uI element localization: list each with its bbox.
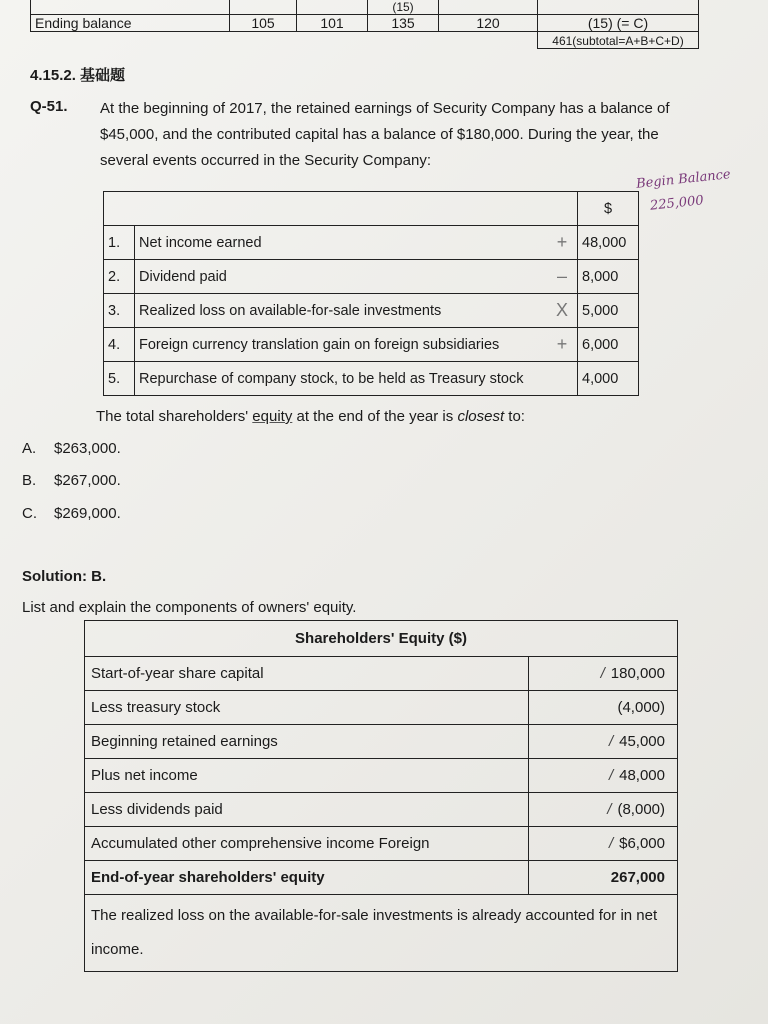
row-amount: 48,000: [578, 226, 639, 260]
currency-header: $: [578, 192, 639, 226]
row-number: 5.: [104, 362, 135, 396]
equity-label: Start-of-year share capital: [85, 657, 529, 691]
top-cell: [439, 0, 538, 15]
check-tick-mark: /: [608, 733, 614, 750]
equity-label: Less dividends paid: [85, 793, 529, 827]
check-tick-mark: /: [608, 835, 614, 852]
events-header-blank: [104, 192, 578, 226]
question-text-part: to:: [504, 408, 525, 425]
table-row: [85, 657, 678, 691]
option-text: $263,000.: [54, 440, 121, 457]
table-row-total: [85, 861, 678, 895]
equity-value-cell: [529, 657, 678, 691]
row-number: 3.: [104, 294, 135, 328]
handwritten-note-1: Begin Balance: [635, 167, 732, 192]
equity-value: $6,000: [619, 835, 665, 852]
question-number: Q-51.: [30, 98, 68, 115]
row-description: Net income earned: [135, 226, 548, 260]
row-description: Dividend paid: [135, 260, 548, 294]
top-cell: 135: [368, 15, 439, 32]
question-text-part: The total shareholders': [96, 408, 253, 425]
row-amount: 5,000: [578, 294, 639, 328]
list-intro: List and explain the components of owners' equity.: [22, 599, 357, 616]
total-equity-question: [96, 408, 525, 425]
subtotal-cell: 461(subtotal=A+B+C+D): [538, 32, 699, 49]
equity-table-header: Shareholders' Equity ($): [85, 621, 678, 657]
question-text-part: at the end of the year is: [292, 408, 458, 425]
row-amount: 8,000: [578, 260, 639, 294]
row-number: 1.: [104, 226, 135, 260]
option-a: [22, 440, 121, 457]
top-partial-table: [30, 0, 699, 49]
equity-label: Less treasury stock: [85, 691, 529, 725]
table-row: [85, 759, 678, 793]
equity-value: 180,000: [610, 665, 665, 682]
equity-value: 48,000: [619, 767, 665, 784]
table-row: [104, 260, 639, 294]
section-heading: [30, 64, 125, 85]
handwritten-note-2: 225,000: [649, 193, 705, 214]
table-row: [104, 328, 639, 362]
row-description: Foreign currency translation gain on foreign subsidiaries: [135, 328, 548, 362]
table-row: [85, 827, 678, 861]
top-cell: (15) (= C): [538, 15, 699, 32]
table-row: [85, 793, 678, 827]
section-number: 4.15.2.: [30, 67, 76, 84]
equity-note: The realized loss on the available-for-sale investments is already accounted for in net income.: [85, 895, 678, 972]
equity-value-cell: [529, 725, 678, 759]
row-amount: 6,000: [578, 328, 639, 362]
equity-label: Beginning retained earnings: [85, 725, 529, 759]
question-paragraph: At the beginning of 2017, the retained earnings of Security Company has a balance of $45,000, and the contributed capital has a balance of $180,000. During the year, the several events occurred in the Security Company:: [100, 100, 670, 169]
equity-value-cell: [529, 759, 678, 793]
table-row: [104, 362, 639, 396]
table-row: [85, 691, 678, 725]
equity-label: Accumulated other comprehensive income Foreign: [85, 827, 529, 861]
top-cell: [538, 0, 699, 15]
option-letter: A.: [22, 440, 37, 457]
total-label: End-of-year shareholders' equity: [85, 861, 529, 895]
equity-value-cell: [529, 691, 678, 725]
option-b: [22, 472, 121, 489]
top-cell: 105: [230, 15, 297, 32]
question-text-italic: closest: [457, 408, 505, 425]
question-text-underlined: equity: [252, 408, 293, 425]
equity-value: 45,000: [619, 733, 665, 750]
top-cell: 101: [297, 15, 368, 32]
ending-balance-label: Ending balance: [31, 15, 230, 32]
handwritten-mark: +: [547, 226, 578, 260]
option-text: $267,000.: [54, 472, 121, 489]
equity-table: [84, 620, 678, 972]
check-tick-mark: /: [607, 801, 612, 818]
check-tick-mark: /: [608, 767, 614, 784]
total-value: 267,000: [529, 861, 678, 895]
handwritten-mark: X: [547, 294, 578, 328]
solution-line: Solution: B.: [22, 568, 107, 585]
top-cell: 120: [439, 15, 538, 32]
top-cell: [297, 0, 368, 15]
equity-value: (4,000): [617, 699, 665, 716]
equity-label: Plus net income: [85, 759, 529, 793]
top-cell: [31, 0, 230, 15]
table-row: [85, 725, 678, 759]
top-cell: (15): [368, 0, 439, 15]
equity-value: (8,000): [617, 801, 665, 818]
events-table: [103, 191, 639, 396]
handwritten-mark: –: [547, 260, 578, 294]
row-number: 4.: [104, 328, 135, 362]
option-c: [22, 505, 121, 522]
row-number: 2.: [104, 260, 135, 294]
option-text: $269,000.: [54, 505, 121, 522]
handwritten-mark: +: [547, 328, 578, 362]
row-description: Repurchase of company stock, to be held as Treasury stock: [135, 362, 548, 396]
check-tick-mark: /: [600, 665, 605, 682]
question-text: [100, 96, 705, 174]
option-letter: C.: [22, 505, 37, 522]
option-letter: B.: [22, 472, 37, 489]
table-row: [104, 226, 639, 260]
section-title: 基础题: [80, 67, 126, 84]
table-row: [104, 294, 639, 328]
row-amount: 4,000: [578, 362, 639, 396]
handwritten-mark: [547, 362, 578, 396]
row-description: Realized loss on available-for-sale investments: [135, 294, 548, 328]
equity-value-cell: [529, 827, 678, 861]
equity-value-cell: [529, 793, 678, 827]
top-cell: [230, 0, 297, 15]
